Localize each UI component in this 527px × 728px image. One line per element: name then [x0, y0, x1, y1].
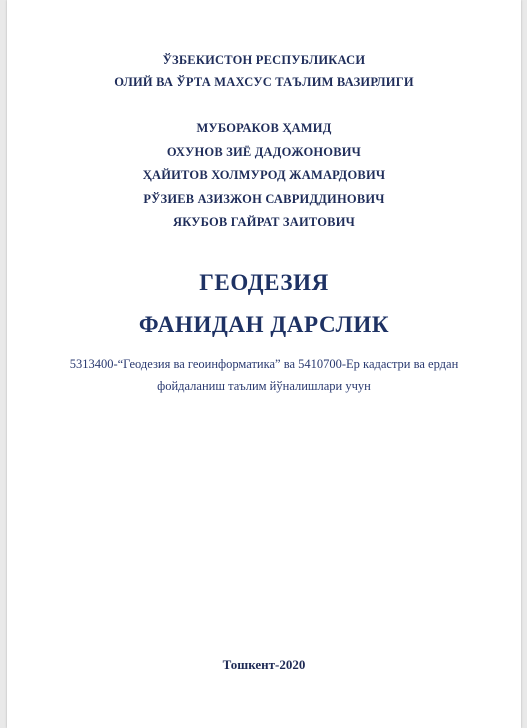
subtitle-line-2: фойдаланиш таълим йўналишлари учун	[157, 379, 371, 393]
authors-list	[7, 117, 521, 235]
book-subtitle	[7, 353, 521, 397]
ministry-line-2: ОЛИЙ ВА ЎРТА МАХСУС ТАЪЛИМ ВАЗИРЛИГИ	[114, 75, 414, 89]
author-name: ОХУНОВ ЗИЁ ДАДОЖОНОВИЧ	[166, 144, 362, 159]
document-page	[7, 0, 521, 728]
author-name: ЯКУБОВ ГАЙРАТ ЗАИТОВИЧ	[172, 215, 356, 229]
subtitle-line-1: 5313400-“Геодезия ва геоинформатика” ва 5410700-Ер кадастри ва ердан	[69, 357, 459, 371]
author-name: ҲАЙИТОВ ХОЛМУРОД ЖАМАРДОВИЧ	[142, 168, 386, 182]
author-name: МУБОРАКОВ ҲАМИД	[196, 121, 332, 135]
city-year: Тошкент-2020	[222, 657, 306, 672]
author-name: РЎЗИЕВ АЗИЗЖОН САВРИДДИНОВИЧ	[143, 191, 385, 206]
ministry-line-1: ЎЗБЕКИСТОН РЕСПУБЛИКАСИ	[162, 53, 366, 67]
book-title-line-1: ГЕОДЕЗИЯ	[199, 270, 329, 295]
book-title-line-2: ФАНИДАН ДАРСЛИК	[138, 312, 390, 337]
ministry-header	[7, 49, 521, 93]
